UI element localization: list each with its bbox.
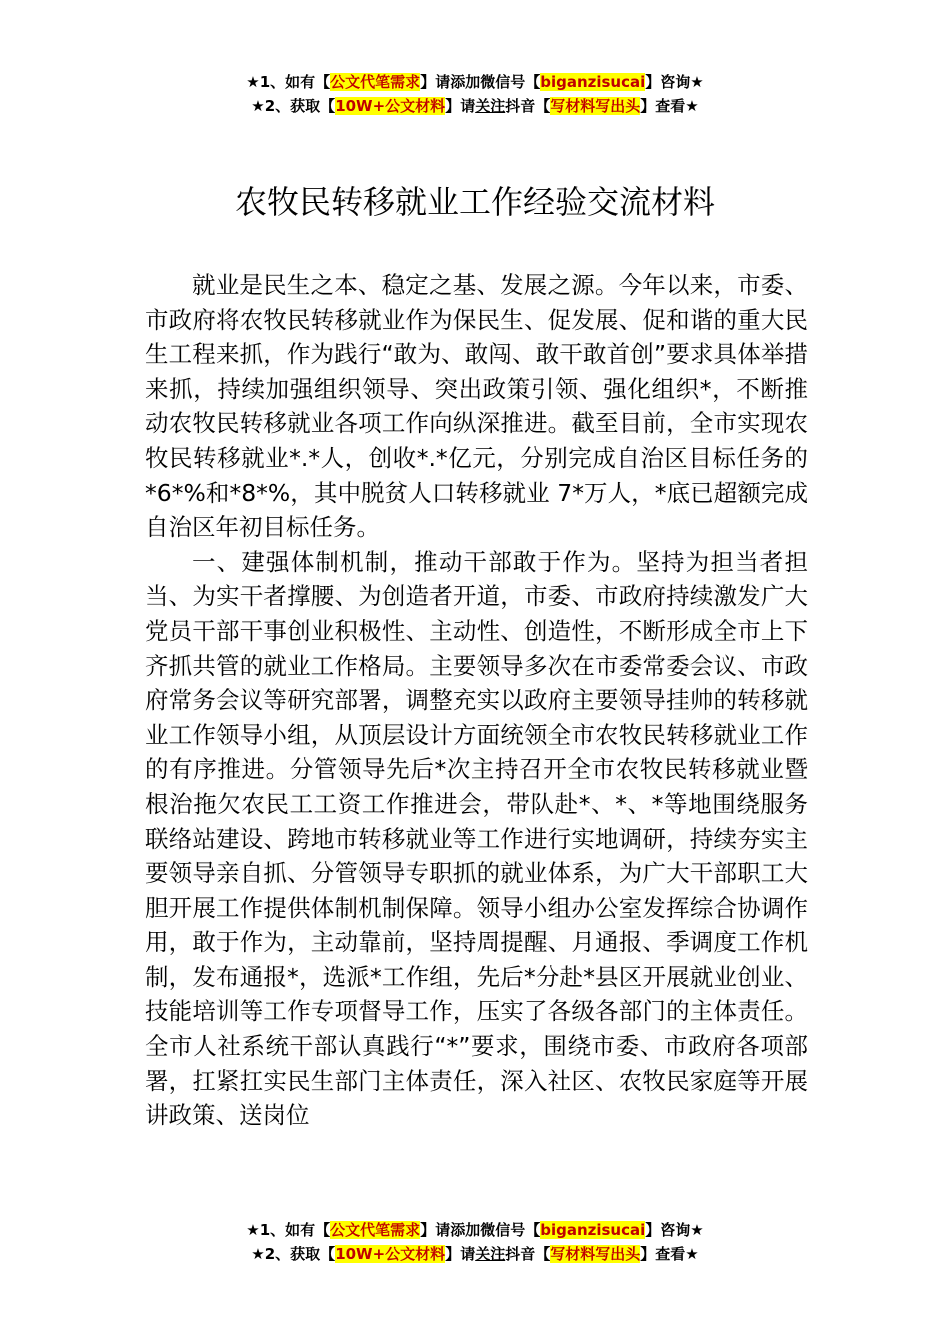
footer-banner-line-2: ★2、获取【10W+公文材料】请关注抖音【写材料写出头】查看★ (251, 1245, 699, 1263)
paragraph-section-1: 一、建强体制机制，推动干部敢于作为。坚持为担当者担当、为实干者撑腰、为创造者开道，市委、市政府持续激发广大党员干部干事创业积极性、主动性、创造性，不断形成全市上下齐抓共管的就业工作格局。主要领导多次在市委常委会议、市政府常务会议等研究部署，调整充实以政府主要领导挂帅的转移就业工作领导小组，从顶层设计方面统领全市农牧民转移就业工作的有序推进。分管领导先后*次主持召开全市农牧民转移就业暨根治拖欠农民工工资工作推进会，带队赴*、*、*等地围绕服务联络站建设、跨地市转移就业等工作进行实地调研，持续夯实主要领导亲自抓、分管领导专职抓的就业体系，为广大干部职工大胆开展工作提供体制机制保障。领导小组办公室发挥综合协调作用，敢于作为，主动靠前，坚持周提醒、月通报、季调度工作机制，发布通报*，选派*工作组，先后*分赴*县区开展就业创业、技能培训等工作专项督导工作，压实了各级各部门的主体责任。全市人社系统干部认真践行“*”要求，围绕市委、市政府各项部署，扛紧扛实民生部门主体责任，深入社区、农牧民家庭等开展讲政策、送岗位 (145, 547, 808, 1130)
document-body (145, 268, 808, 1133)
header-highlight-douyin: 写材料写出头 (550, 97, 641, 115)
header-highlight-materials: 10W+公文材料 (335, 97, 446, 115)
footer-highlight-ghostwriting: 公文代笔需求 (330, 1221, 421, 1239)
document-title: 农牧民转移就业工作经验交流材料 (234, 183, 715, 221)
header-highlight-ghostwriting: 公文代笔需求 (330, 73, 421, 91)
header-underlined-follow: 关注 (475, 97, 506, 115)
footer-highlight-wechat-id: biganzisucai (540, 1221, 646, 1239)
header-banner-line-2: ★2、获取【10W+公文材料】请关注抖音【写材料写出头】查看★ (251, 97, 699, 115)
header-banner (0, 70, 950, 118)
footer-banner (0, 1218, 950, 1266)
paragraph-intro: 就业是民生之本、稳定之基、发展之源。今年以来，市委、市政府将农牧民转移就业作为保民生、促发展、促和谐的重大民生工程来抓，作为践行“敢为、敢闯、敢干敢首创”要求具体举措来抓，持续加强组织领导、突出政策引领、强化组织*，不断推动农牧民转移就业各项工作向纵深推进。截至目前，全市实现农牧民转移就业*.*人，创收*.*亿元，分别完成自治区目标任务的*6*%和*8*%，其中脱贫人口转移就业 7*万人，*底已超额完成自治区年初目标任务。 (145, 271, 808, 542)
header-banner-line-1: ★1、如有【公文代笔需求】请添加微信号【biganzisucai】咨询★ (246, 73, 704, 91)
footer-highlight-douyin: 写材料写出头 (550, 1245, 641, 1263)
header-highlight-wechat-id: biganzisucai (540, 73, 646, 91)
footer-highlight-materials: 10W+公文材料 (335, 1245, 446, 1263)
footer-underlined-follow: 关注 (475, 1245, 506, 1263)
footer-banner-line-1: ★1、如有【公文代笔需求】请添加微信号【biganzisucai】咨询★ (246, 1221, 704, 1239)
